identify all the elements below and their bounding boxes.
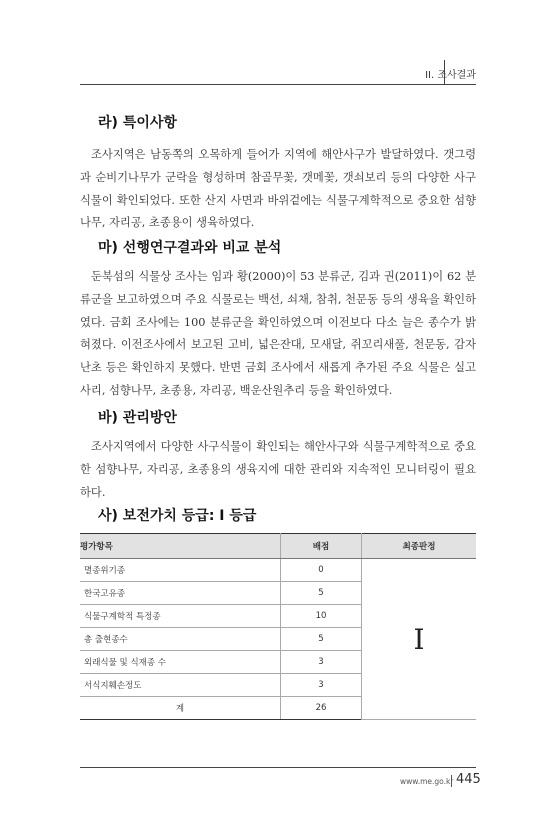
table-total-label: 계 bbox=[80, 697, 281, 720]
footer-divider bbox=[451, 775, 452, 787]
footer-url: www.me.go.kr bbox=[400, 777, 454, 786]
heading-prior-research: 마) 선행연구결과와 비교 분석 bbox=[98, 240, 282, 256]
running-header: II. 조사결과 bbox=[425, 70, 476, 81]
table-cell-item: 식물구계학적 특정종 bbox=[80, 605, 281, 628]
heading-special-notes: 라) 특이사항 bbox=[98, 115, 177, 131]
paragraph-management: 조사지역에서 다양한 사구식물이 확인되는 해안사구와 식물구계학적으로 중요한 섬향나무, 자리공, 초종용의 생육지에 대한 관리와 지속적인 모니터링이 필요하다. bbox=[80, 440, 476, 499]
table-cell-item: 한국고유종 bbox=[80, 582, 281, 605]
table-cell-item: 멸종위기종 bbox=[80, 559, 281, 582]
table-cell-score: 3 bbox=[281, 651, 362, 674]
final-grade-cell: Ⅰ bbox=[362, 559, 477, 720]
table-cell-score: 3 bbox=[281, 674, 362, 697]
paragraph-prior-research: 둔북섬의 식물상 조사는 임과 황(2000)이 53 분류군, 김과 권(2011)이 62 분류군을 보고하였으며 주요 식물로는 백선, 쇠채, 참취, 천문동 등의 생육을 확인하였다. 금회 조사에는 100 분류군을 확인하였으며 이전보다 다소 늘은 종수가 밝혀졌다. 이전조사에서 보고된 고비, 넓은잔대, 모새달, 쥐꼬리새풀, 천문동, 감자난초 등은 확인하지 못했다. 반면 금회 조사에서 새롭게 추가된 주요 식물은 실고사리, 섬향나무, 초종용, 자리공, 백운산원추리 등을 확인하였다. bbox=[80, 270, 476, 397]
table-row bbox=[80, 559, 476, 582]
paragraph-special-notes: 조사지역은 남동쪽의 오목하게 들어가 지역에 해안사구가 발달하였다. 갯그령과 순비기나무가 군락을 형성하며 참골무꽃, 갯메꽃, 갯쇠보리 등의 다양한 사구식물이 확인되었다. 또한 산지 사면과 바위겉에는 식물구계학적으로 중요한 섬향나무, 자리공, 초종용이 생육하였다. bbox=[80, 148, 476, 230]
table-cell-score: 0 bbox=[281, 559, 362, 582]
table-cell-score: 5 bbox=[281, 582, 362, 605]
heading-conservation-grade: 사) 보전가치 등급: Ⅰ 등급 bbox=[98, 508, 257, 524]
header-rule bbox=[80, 84, 476, 85]
table-header-row bbox=[80, 534, 476, 559]
column-header-score: 배점 bbox=[281, 534, 362, 559]
evaluation-table bbox=[80, 533, 476, 720]
table-cell-score: 10 bbox=[281, 605, 362, 628]
table-cell-item: 서식지훼손정도 bbox=[80, 674, 281, 697]
page-number: 445 bbox=[456, 772, 481, 787]
table-total-score: 26 bbox=[281, 697, 362, 720]
footer-rule bbox=[80, 767, 476, 768]
table-cell-score: 5 bbox=[281, 628, 362, 651]
table-cell-item: 외래식물 및 식재종 수 bbox=[80, 651, 281, 674]
table-cell-item: 총 출현종수 bbox=[80, 628, 281, 651]
column-header-item: 평가항목 bbox=[80, 534, 281, 559]
column-header-final: 최종판정 bbox=[362, 534, 477, 559]
heading-management: 바) 관리방안 bbox=[98, 410, 177, 426]
